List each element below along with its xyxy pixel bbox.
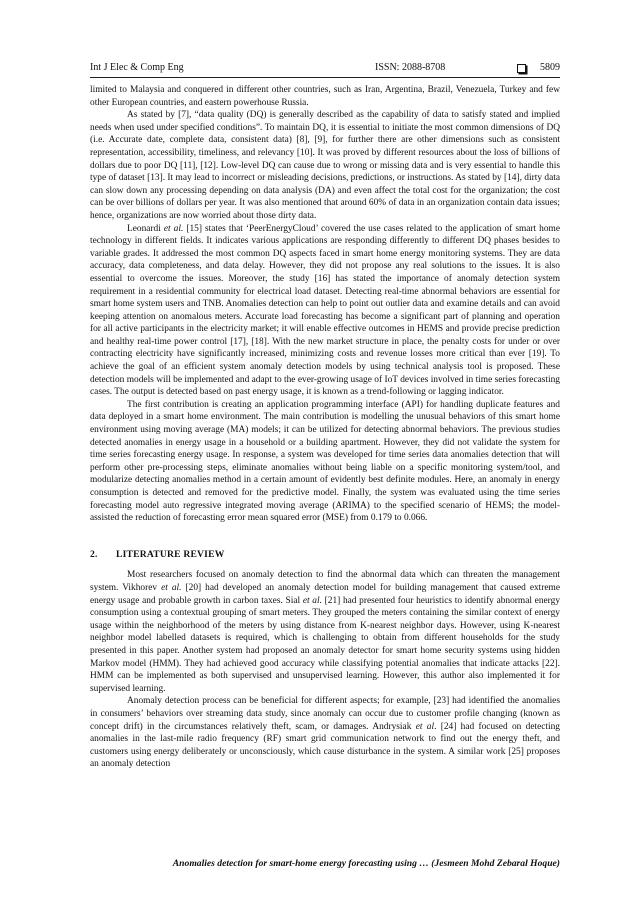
- lit-p2-part-b: . [24] had focused on detecting anomalies in the last-mile radio frequency (RF) smart grid communication network to find out the energy theft, and customers using energy deliberately or unconsciously, which cause disturbance in the system. A similar work [25] proposes an anomaly detection: [90, 721, 560, 770]
- paragraph-1: limited to Malaysia and conquered in different other countries, such as Iran, Argentina, Brazil, Venezuela, Turkey and few other European countries, and eastern powerhouse Russia.: [90, 85, 560, 108]
- issn: ISSN: 2088-8708: [375, 62, 446, 73]
- lit-p1-part-b: [20] had developed an anomaly detection model for building management that caused extreme energy usage and probable growth in carbon taxes. Sial: [90, 582, 561, 606]
- square-box-icon: [517, 64, 526, 73]
- et-al: et al.: [302, 595, 322, 606]
- lit-p2-part-a: Anomaly detection process can be beneficial for different aspects; for example, [23] had identified the anomalies in consumers’ behaviors over streaming data study, since anomaly can occur due to customer profile changing (known as concept drift) in the circumstances relatively theft, scam, or damages. Andrysiak: [90, 696, 560, 732]
- et-al: et al: [415, 721, 435, 732]
- running-header: [90, 61, 560, 78]
- page-body: [90, 84, 560, 771]
- paragraph-2: As stated by [7], “data quality (DQ) is generally described as the capability of data to satisfy stated and implied needs when used under specified conditions”. To maintain DQ, it is essential to initiate the most common dimensions of DQ (i.e. Accurate date, complete data, consistent data) [8], [9], for further there are other dimensions such as consistent representation, accessibility, timeliness, and relevancy [10]. It was proved by different resources about the loss of billions of dollars due to poor DQ [11], [12]. Low-level DQ can cause due to wrong or missing data and is very essential to handle this type of dataset [13]. It may lead to incorrect or misleading decisions, predictions, or instructions. As stated by [14], dirty data can slow down any processing depending on data analysis (DA) and even affect the total cost for the organization; the cost can be over billions of dollars per year. It was also mentioned that around 60% of data in an organization contain data issues; hence, organizations are now worried about those dirty data.: [90, 110, 560, 221]
- section-number: 2.: [90, 548, 98, 560]
- paragraph-3: [90, 223, 560, 399]
- author-leonardi: Leonardi: [127, 223, 161, 234]
- et-al: et al.: [161, 582, 182, 593]
- running-footer: Anomalies detection for smart-home energy forecasting using … (Jesmeen Mohd Zebaral Hoque): [172, 858, 560, 869]
- lit-paragraph-1: [90, 569, 560, 695]
- lit-p1-part-c: [21] had presented four heuristics to identify abnormal energy consumption using a contextual grouping of smart meters. They grouped the meters containing the similar context of energy usage within the neighborhood of the meters by using distance from K-nearest neighbor days. However, using K-nearest neighbor model labelled datasets is required, which is challenging to obtain from different households for the study presented in this paper. Another system had proposed an anomaly detector for smart home security systems using hidden Markov model (HMM). They had achieved good accuracy while classifying potential anomalies that indicate attacks [22]. HMM can be implemented as both supervised and unsupervised learning. However, this author also implemented it for supervised learning.: [90, 595, 561, 694]
- lit-p1-part-a: Most researchers focused on anomaly detection to find the abnormal data which can threaten the management system. Vikhorev: [90, 570, 560, 593]
- header-right: [517, 61, 560, 75]
- paragraph-3-text: states that ‘PeerEnergyCloud’ covered the use cases related to the application of smart home technology in different fields. It indicates various applications are responding differently to different DQ phases besides to variable grades. It addressed the most common DQ aspects faced in smart home energy monitoring systems. They are data accuracy, data completeness, and data delay. However, they did not propose any real solutions to the issues. It is also essential to overcome the issues. Moreover, the study [16] has stated the importance of anomaly detection system requirement in a residential community for electrical load dataset. Detecting real-time abnormal behaviors are essential for smart home system users and TNB. Anomalies detection can help to point out outlier data and examine details and can avoid keeping attention on anomalous meters. Accurate load forecasting has become a significant part of planning and operation for all active participants in the electricity market; it will enable effective outcomes in HEMS and provide precise prediction and healthy real-time power control [17], [18]. With the new market structure in place, the penalty costs for under or over contracting electricity have significantly increased, minimizing costs and revenue losses more critical than ever [19]. To achieve the goal of an efficient system anomaly detection models by using technical analysis tool is proposed. These detection models will be implemented and adapt to the ever-growing usage of IoT devices involved in time series forecasting cases. The output is detected based on past energy usage, it is known as a trend-following or lagging indicator.: [90, 223, 560, 398]
- section-heading: [90, 549, 560, 562]
- lit-paragraph-2: [90, 695, 560, 771]
- ref-15: [15]: [183, 223, 205, 234]
- et-al: et al.: [163, 223, 184, 234]
- section-title: LITERATURE REVIEW: [116, 548, 225, 560]
- journal-name: Int J Elec & Comp Eng: [90, 62, 184, 73]
- page-number: 5809: [540, 62, 560, 73]
- paragraph-4: The first contribution is creating an application programming interface (API) for handling duplicate features and data deployed in a smart home environment. The main contribution is modelling the unusual behaviors of this smart home environment using moving average (MA) models; it can be utilized for detecting abnormal behaviors. The previous studies detected anomalies in energy usage in a household or a building apartment. However, they did not validate the system for time series forecasting energy usage. In response, a system was developed for time series data anomalies detection that will perform other pre-processing steps, eliminate anomalies without being liable on a specific monitoring system/tool, and modularize detecting anomalies method in a certain amount of evidently best definite modules. Here, an anomaly in energy consumption is detected and removed for the predictive model. Finally, the system was evaluated using the time series forecasting model auto regressive integrated moving average (ARIMA) to the specified scenario of HEMS; the model-assisted the reduction of forecasting error mean squared error (MSE) from 0.179 to 0.066.: [90, 399, 560, 524]
